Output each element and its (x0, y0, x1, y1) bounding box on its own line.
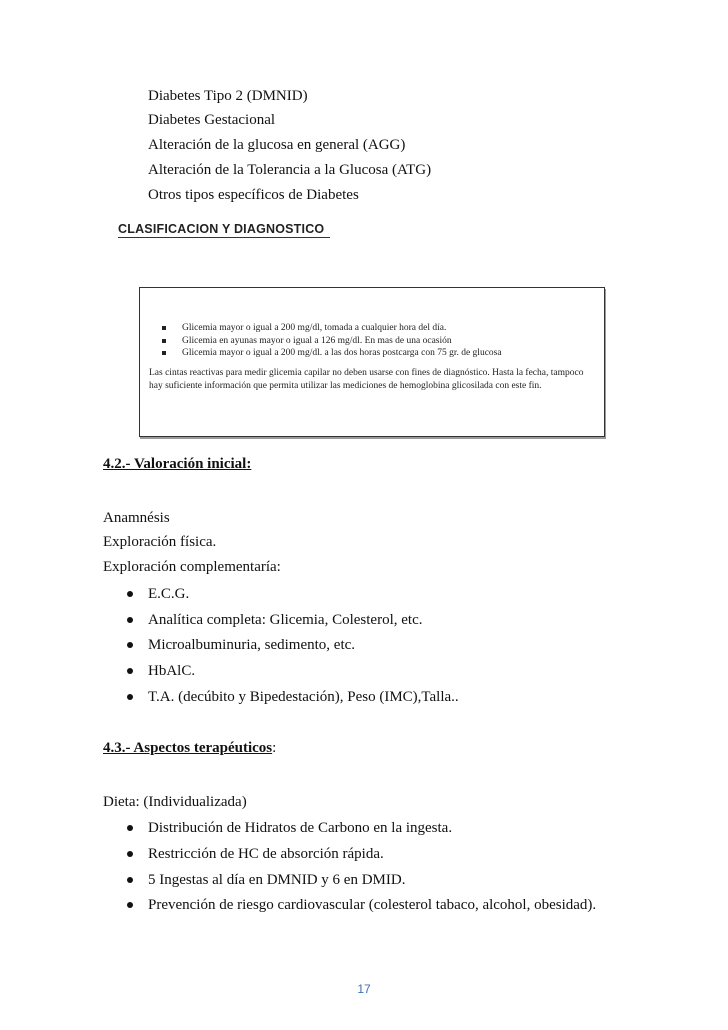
diagnosis-criteria-list (162, 322, 502, 360)
section-line: Exploración física. (103, 534, 217, 550)
square-bullet-icon (162, 351, 166, 355)
bullet-item: Distribución de Hidratos de Carbono en la ingesta. (148, 820, 453, 836)
bullet-dot-icon (127, 642, 133, 648)
diagnosis-criterion: Glicemia mayor o igual a 200 mg/dl. a las dos horas postcarga con 75 gr. de glucosa (162, 347, 502, 360)
page-number: 17 (357, 982, 371, 996)
diabetes-type-item: Otros tipos específicos de Diabetes (148, 187, 359, 203)
diagnosis-note: Las cintas reactivas para medir glicemia capilar no deben usarse con fines de diagnóstico. Hasta la fecha, tampoco hay suficiente información que permita utilizar las mediciones de hemoglobina glicosilada con este fin. (149, 368, 584, 391)
section-line: Exploración complementaría: (103, 559, 281, 575)
bullet-item: HbAlC. (148, 663, 196, 679)
section-heading-4-2: 4.2.- Valoración inicial: (103, 456, 252, 472)
bullet-dot-icon (127, 694, 133, 700)
bullet-dot-icon (127, 877, 133, 883)
diabetes-type-item: Diabetes Gestacional (148, 112, 276, 128)
diabetes-type-item: Alteración de la glucosa en general (AGG) (148, 137, 406, 153)
square-bullet-icon (162, 326, 166, 330)
bullet-dot-icon (127, 902, 133, 908)
bullet-dot-icon (127, 851, 133, 857)
bullet-dot-icon (127, 825, 133, 831)
bullet-item: Microalbuminuria, sedimento, etc. (148, 637, 356, 653)
section-intro: Dieta: (Individualizada) (103, 794, 247, 810)
diagnosis-title: CLASIFICACION Y DIAGNOSTICO (118, 222, 330, 238)
section-line: Anamnésis (103, 510, 170, 526)
diabetes-type-item: Diabetes Tipo 2 (DMNID) (148, 88, 308, 104)
bullet-item: 5 Ingestas al día en DMNID y 6 en DMID. (148, 872, 406, 888)
bullet-dot-icon (127, 617, 133, 623)
bullet-item: T.A. (decúbito y Bipedestación), Peso (IMC),Talla.. (148, 689, 459, 705)
diagnosis-criterion: Glicemia en ayunas mayor o igual a 126 mg/dl. En mas de una ocasión (162, 335, 502, 348)
square-bullet-icon (162, 339, 166, 343)
diagnosis-criterion: Glicemia mayor o igual a 200 mg/dl, tomada a cualquier hora del día. (162, 322, 502, 335)
bullet-item: Prevención de riesgo cardiovascular (colesterol tabaco, alcohol, obesidad). (148, 897, 597, 913)
bullet-item: E.C.G. (148, 586, 190, 602)
diagnosis-box (139, 287, 605, 437)
bullet-item: Analítica completa: Glicemia, Colesterol, etc. (148, 612, 423, 628)
diabetes-type-item: Alteración de la Tolerancia a la Glucosa (ATG) (148, 162, 432, 178)
section-heading-4-3: 4.3.- Aspectos terapéuticos: (103, 740, 277, 756)
bullet-dot-icon (127, 668, 133, 674)
bullet-dot-icon (127, 591, 133, 597)
bullet-item: Restricción de HC de absorción rápida. (148, 846, 384, 862)
